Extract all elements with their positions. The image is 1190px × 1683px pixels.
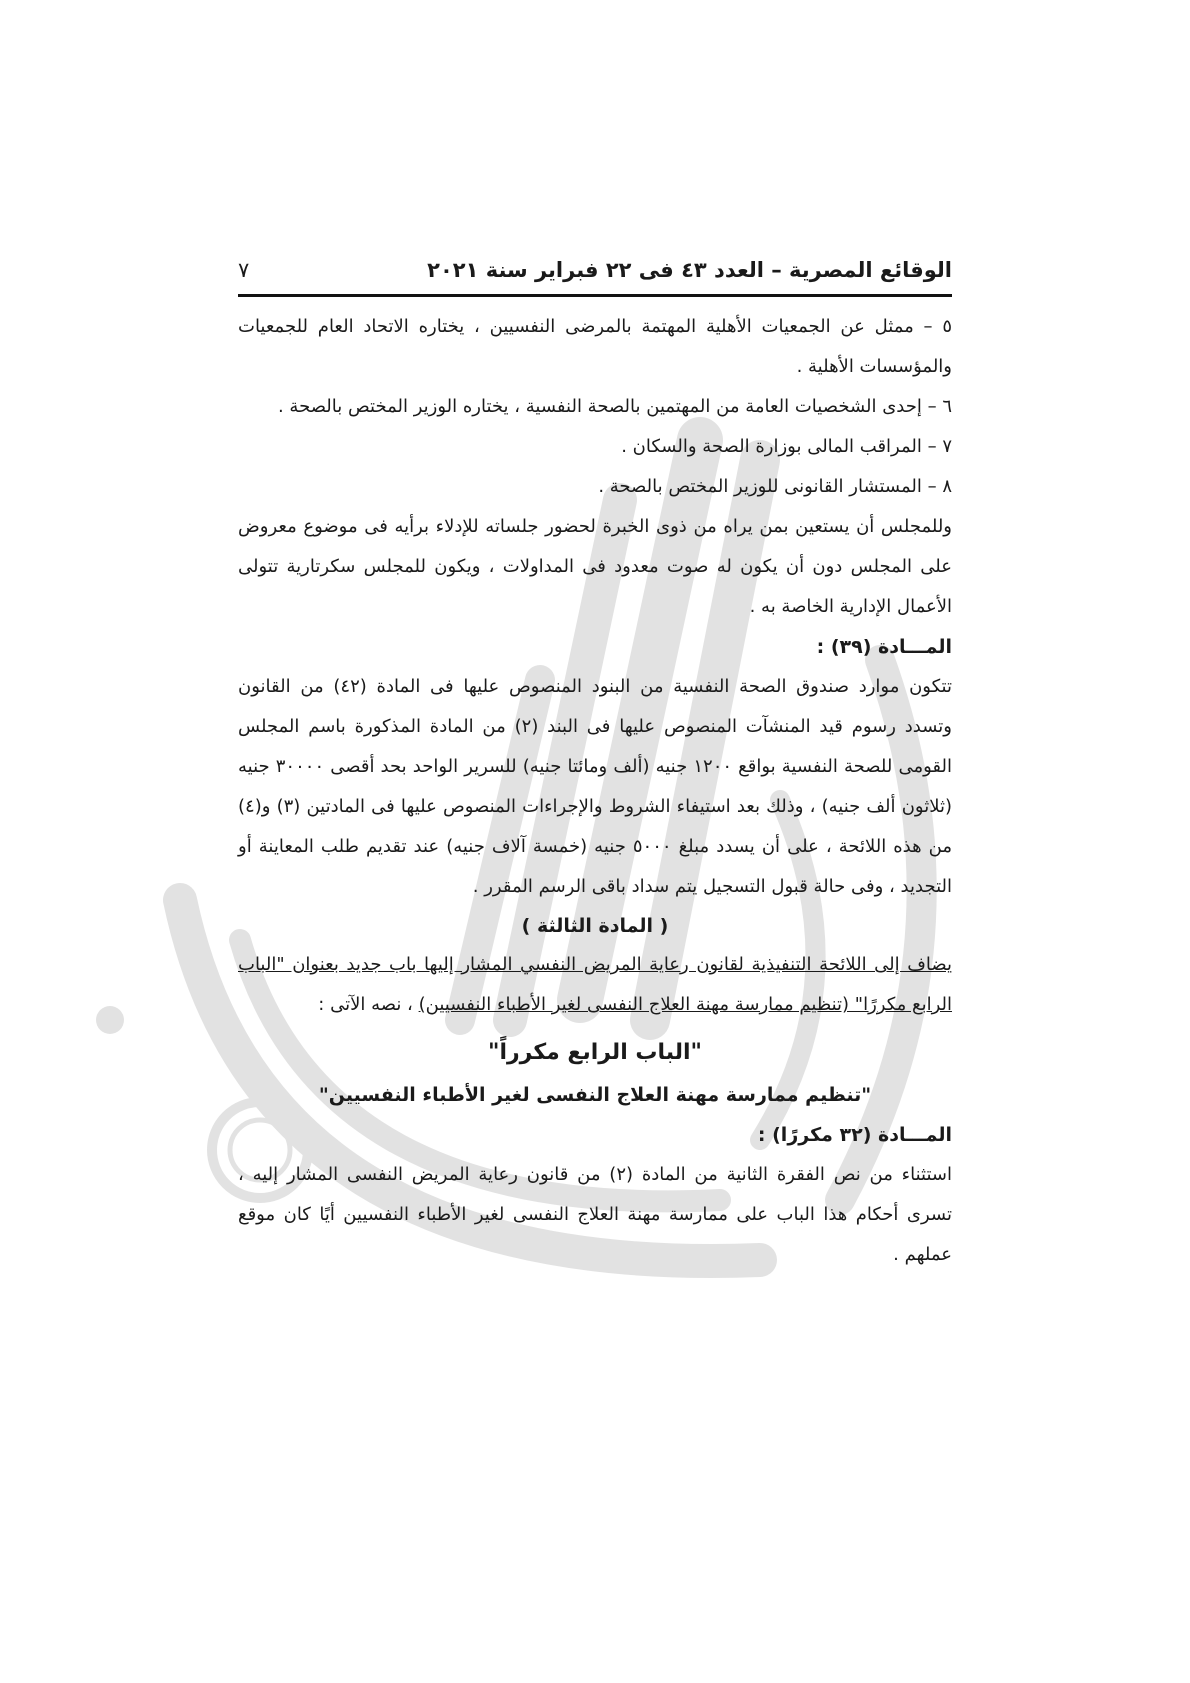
article-39-text: تتكون موارد صندوق الصحة النفسية من البنود المنصوص عليها فى المادة (٤٢) من القانون وتسدد رسوم قيد المنشآت المنصوص عليها فى البند (٢) من المادة المذكورة باسم المجلس القومى للصحة النفسية بواقع ١٢٠٠ جنيه (ألف ومائتا جنيه) للسرير الواحد بحد أقصى ٣٠٠٠٠ جنيه (ثلاثون ألف جنيه) ، وذلك بعد استيفاء الشروط والإجراءات المنصوص عليها فى المادتين (٣) و(٤) من هذه اللائحة ، على أن يسدد مبلغ ٥٠٠٠ جنيه (خمسة آلاف جنيه) عند تقديم طلب المعاينة أو التجديد ، وفى حالة قبول التسجيل يتم سداد باقى الرسم المقرر . <box>238 676 953 897</box>
list-item-8: ٨ – المستشار القانونى للوزير المختص بالصحة . <box>598 476 952 497</box>
list-item-5: ٥ – ممثل عن الجمعيات الأهلية المهتمة بالمرضى النفسيين ، يختاره الاتحاد العام للجمعيات والمؤسسات الأهلية . <box>238 316 952 377</box>
chapter-title: "الباب الرابع مكرراً" <box>487 1040 703 1065</box>
third-article-tail: ، نصه الآتى : <box>318 994 413 1015</box>
article-32bis-text: استثناء من نص الفقرة الثانية من المادة (٢) من قانون رعاية المريض النفسى المشار إليه ، تسرى أحكام هذا الباب على ممارسة مهنة العلاج النفسى لغير الأطباء النفسيين أيًا كان موقع عملهم . <box>238 1164 952 1265</box>
article-32bis-heading: المـــادة (٣٢ مكررًا) : <box>757 1124 952 1146</box>
article-39-heading: المـــادة (٣٩) : <box>816 636 952 658</box>
page-number: ٧ <box>238 258 250 282</box>
third-article-text <box>238 945 952 1025</box>
header-title: الوقائع المصرية – العدد ٤٣ فى ٢٢ فبراير سنة ٢٠٢١ <box>427 258 952 282</box>
document-page <box>238 258 952 1275</box>
page-header <box>238 258 952 297</box>
list-item-7: ٧ – المراقب المالى بوزارة الصحة والسكان . <box>621 436 952 457</box>
list-item-6: ٦ – إحدى الشخصيات العامة من المهتمين بالصحة النفسية ، يختاره الوزير المختص بالصحة . <box>277 396 952 417</box>
third-article-underlined: يضاف إلى اللائحة التنفيذية لقانون رعاية المريض النفسي المشار إليها باب جديد بعنوان "الباب الرابع مكررًا" (تنظيم ممارسة مهنة العلاج النفسى لغير الأطباء النفسيين) <box>238 954 952 1015</box>
chapter-subtitle: "تنظيم ممارسة مهنة العلاج النفسى لغير الأطباء النفسيين" <box>318 1084 872 1106</box>
council-paragraph: وللمجلس أن يستعين بمن يراه من ذوى الخبرة لحضور جلساته للإدلاء برأيه فى موضوع معروض على المجلس دون أن يكون له صوت معدود فى المداولات ، ويكون للمجلس سكرتارية تتولى الأعمال الإدارية الخاصة به . <box>238 516 952 617</box>
third-article-heading: ( المادة الثالثة ) <box>521 915 669 937</box>
